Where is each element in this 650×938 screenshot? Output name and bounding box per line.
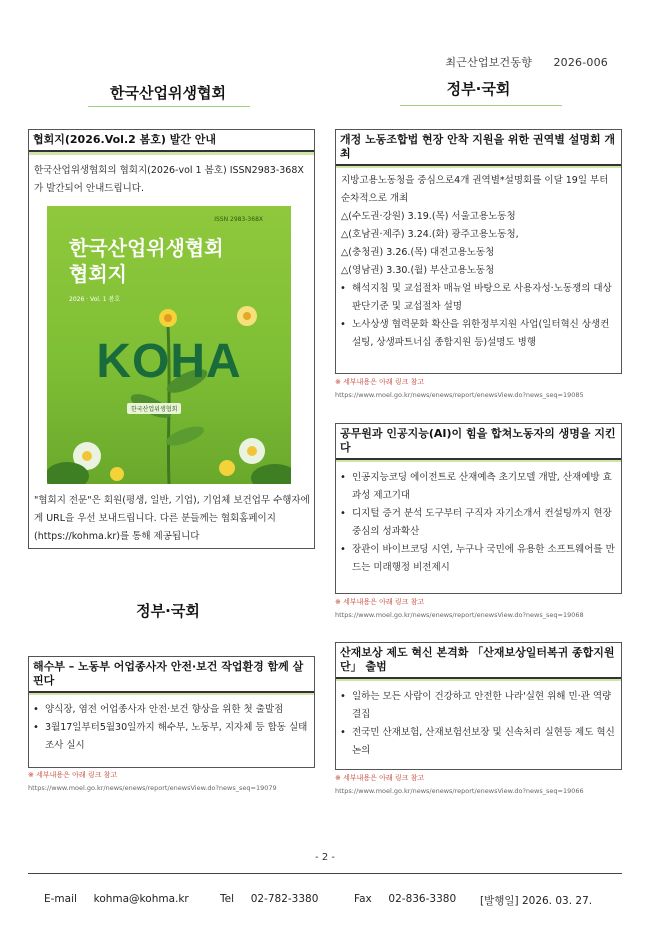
list-item: • 해석지침 및 교섭절차 매뉴얼 바탕으로 사용자성·노동쟁의 대상 판단기준 및 교섭절차 설명: [336, 280, 617, 316]
schedule-line: △(영남권) 3.30.(월) 부산고용노동청: [341, 265, 495, 276]
cover-logo-text: KOHA: [96, 335, 242, 388]
section-title-government-left: 정부·국회: [136, 602, 200, 620]
schedule-line: △(호남권·제주) 3.24.(화) 광주고용노동청,: [341, 229, 519, 240]
fax-value: 02-836-3380: [388, 893, 457, 905]
list-item: • 노사상생 협력문화 확산을 위한정부지원 사업(일터혁신 상생컨설팅, 상생파트너십 종합지원 등)설명도 병행: [336, 316, 617, 352]
compensation-news-box: [335, 642, 622, 770]
schedule-line: 지방고용노동청을 중심으로4개 권역별*설명회를 이달 19일 부터 순차적으로 개최: [341, 175, 609, 204]
list-item: • 장관이 바이브코딩 시연, 누구나 국민에 유용한 소프트웨어를 만드는 미래행정 비전제시: [336, 541, 617, 577]
cover-publisher: 한국산업위생협회: [127, 403, 181, 414]
detail-note: ※ 세부내용은 아래 링크 참고: [28, 771, 118, 779]
union-law-schedule: [336, 168, 621, 280]
cover-title-line2: 협회지: [69, 262, 127, 286]
footer-issue-date: [발행일] 2026. 03. 27.: [480, 895, 593, 907]
union-law-news-box: [335, 129, 622, 374]
list-item: • 양식장, 염전 어업종사자 안전·보건 향상을 위한 첫 출발점: [29, 701, 310, 719]
cover-volume: 2026 · Vol. 1 봄호: [69, 296, 121, 303]
schedule-line: △(수도권·강원) 3.19.(목) 서울고용노동청: [341, 211, 516, 222]
section-underline: [88, 106, 250, 107]
email-label: E-mail: [44, 893, 77, 905]
detail-link[interactable]: https://www.moel.go.kr/news/enews/report/enewsView.do?news_seq=19068: [335, 611, 584, 619]
detail-note: ※ 세부내용은 아래 링크 참고: [335, 598, 425, 606]
section-underline: [400, 105, 562, 106]
detail-link[interactable]: https://www.moel.go.kr/news/enews/report/enewsView.do?news_seq=19085: [335, 391, 584, 399]
journal-notice-box: [28, 129, 315, 549]
fax-label: Fax: [354, 893, 372, 905]
footer-divider: [28, 873, 622, 874]
journal-cover-image: [47, 206, 291, 484]
list-item: • 일하는 모든 사람이 건강하고 안전한 나라'실현 위해 민·관 역량 결집: [336, 688, 617, 724]
section-title-government-right: 정부·국회: [446, 80, 511, 98]
detail-note: ※ 세부내용은 아래 링크 참고: [335, 774, 425, 782]
union-law-news-title: 개정 노동조합법 현장 안착 지원을 위한 권역별 설명회 개최: [336, 130, 621, 166]
detail-note: ※ 세부내용은 아래 링크 참고: [335, 378, 425, 386]
tel-label: Tel: [220, 893, 235, 905]
journal-intro: 한국산업위생협회의 협회지(2026-vol 1 봄호) ISSN2983-368X 가 발간되어 안내드립니다.: [34, 165, 304, 194]
running-header: [445, 54, 608, 70]
union-law-bullet-list: [336, 280, 621, 352]
list-item: • 인공지능코딩 에이전트로 산재예측 초기모델 개발, 산재예방 효과성 제고기대: [336, 469, 617, 505]
footer-email: [44, 893, 189, 905]
footer-fax: [354, 893, 456, 905]
footer-tel: [220, 893, 318, 905]
page-number: - 2 -: [315, 852, 335, 863]
running-title: 최근산업보건동향: [445, 56, 533, 69]
journal-outro: "협회지 전문"은 회원(평생, 일반, 기업), 기업체 보건업무 수행자에게 URL을 우선 보내드립니다. 다른 분들께는 협회홈페이지(https://kohma.kr)를 통해 제공됩니다: [34, 495, 310, 542]
fisheries-bullet-list: [29, 695, 314, 755]
cover-title-line1: 한국산업위생협회: [69, 236, 224, 260]
detail-link[interactable]: https://www.moel.go.kr/news/enews/report/enewsView.do?news_seq=19066: [335, 787, 584, 795]
schedule-line: △(충청권) 3.26.(목) 대전고용노동청: [341, 247, 495, 258]
fisheries-news-box: [28, 656, 315, 768]
tel-value: 02-782-3380: [250, 893, 319, 905]
cover-issn: ISSN 2983-368X: [214, 216, 263, 223]
compensation-bullet-list: [336, 681, 621, 760]
ai-news-box: [335, 423, 622, 594]
list-item: • 3월17일부터5월30일까지 해수부, 노동부, 지자체 등 합동 실태조사 실시: [29, 719, 310, 755]
journal-notice-title: 협회지(2026.Vol.2 봄호) 발간 안내: [29, 130, 314, 152]
list-item: • 전국민 산재보험, 산재보험선보장 및 신속처리 실현등 제도 혁신 논의: [336, 724, 617, 760]
detail-link[interactable]: https://www.moel.go.kr/news/enews/report/enewsView.do?news_seq=19079: [28, 784, 277, 792]
issue-number: 2026-006: [553, 56, 608, 69]
compensation-news-title: 산재보상 제도 혁신 본격화 「산재보상일터복귀 종합지원단」 출범: [336, 643, 621, 679]
fisheries-news-title: 해수부 – 노동부 어업종사자 안전·보건 작업환경 함께 살핀다: [29, 657, 314, 693]
section-title-association: 한국산업위생협회: [110, 84, 226, 102]
email-value[interactable]: kohma@kohma.kr: [93, 893, 189, 905]
ai-news-title: 공무원과 인공지능(AI)이 힘을 합쳐노동자의 생명을 지킨다: [336, 424, 621, 460]
ai-bullet-list: [336, 462, 621, 577]
list-item: • 디지털 증거 분석 도구부터 구직자 자기소개서 컨설팅까지 현장 중심의 성과확산: [336, 505, 617, 541]
